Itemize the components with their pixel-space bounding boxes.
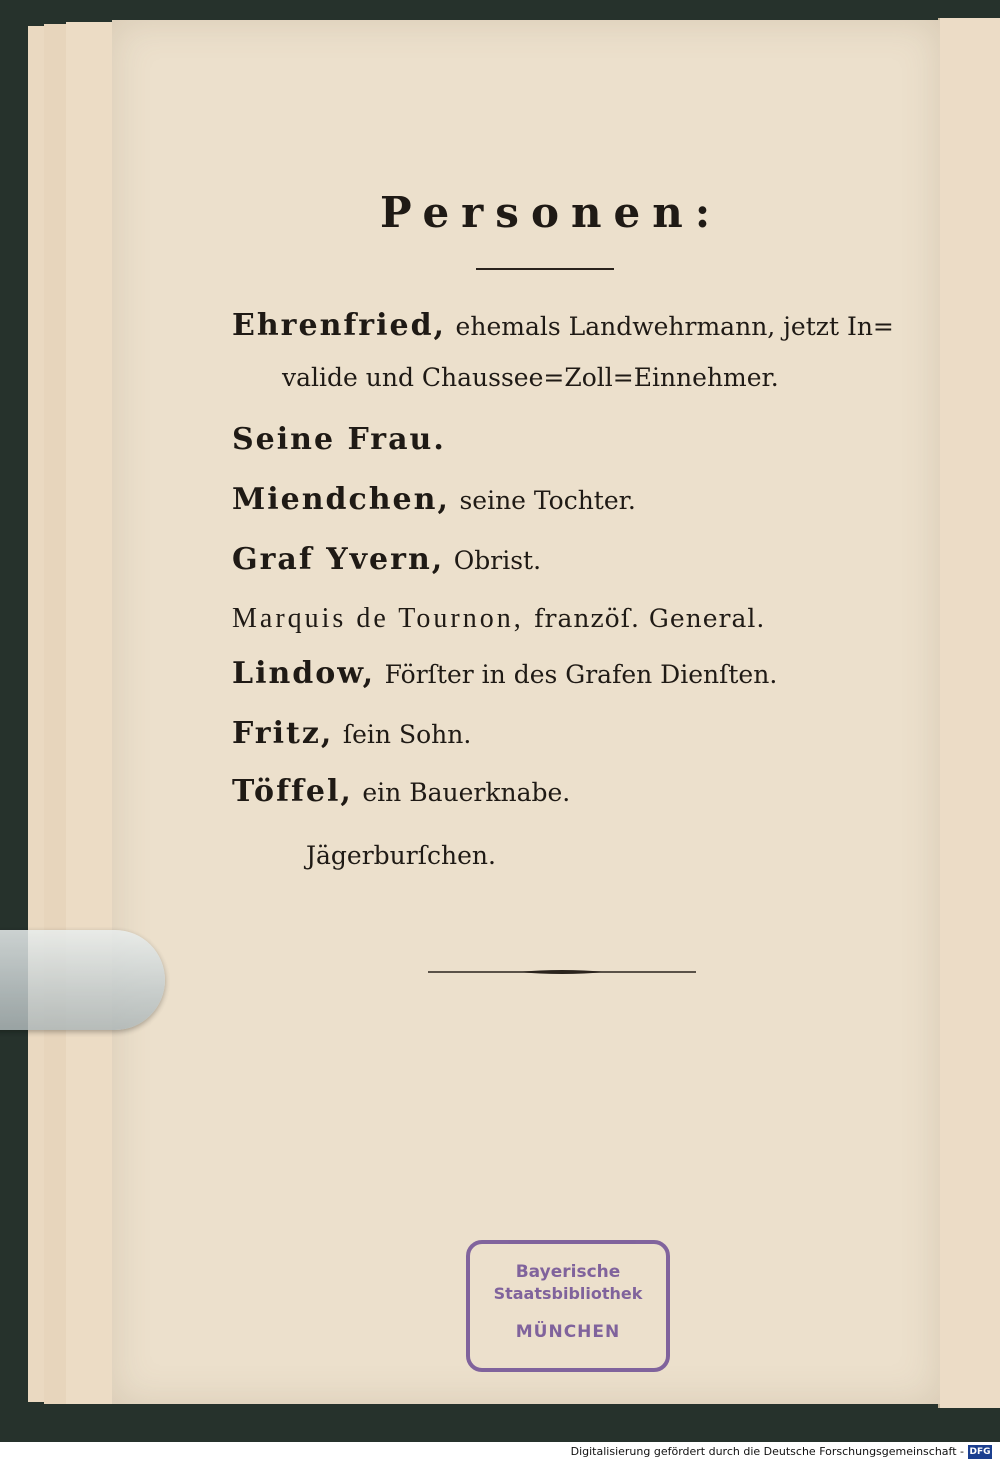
ornamental-rule [428,968,696,976]
stamp-line: MÜNCHEN [515,1322,621,1342]
cast-entry [232,774,570,811]
stamp-line: Bayerische [515,1262,621,1282]
cast-name: Miendchen, [232,482,450,517]
stamp-line: Staatsbibliothek [493,1284,643,1303]
cast-entry [232,656,777,693]
footer-credit: Digitalisierung gefördert durch die Deutsche Forschungsgemeinschaft - [570,1445,964,1458]
cast-name: Seine Frau. [232,422,446,457]
cast-entry [232,422,446,458]
cast-name: Ehrenfried, [232,308,446,343]
cast-description: Förſter in des Grafen Dienſten. [384,660,778,689]
cast-entry [232,542,541,579]
cast-name: Lindow, [232,656,376,691]
cast-name: Marquis de Tournon, [232,603,524,634]
cast-name: Töffel, [232,774,353,809]
facing-page-edge [938,18,1000,1408]
cast-entry [232,600,765,637]
library-stamp [466,1240,670,1372]
cast-entry-continuation: valide und Chaussee=Zoll=Einnehmer. [282,363,779,392]
cast-description: seine Tochter. [459,486,636,515]
cast-extra: Jägerburſchen. [306,841,496,870]
cast-name: Fritz, [232,716,334,751]
cast-entry [232,482,636,519]
heading-rule [476,268,614,270]
cast-description: franzöſ. General. [534,604,766,633]
cast-entry [232,716,471,753]
footer-bar [0,1442,1000,1462]
dfg-logo: DFG [969,1447,991,1457]
cast-name: Graf Yvern, [232,542,445,577]
cast-description: ſein Sohn. [342,720,472,749]
page-heading: Personen: [380,188,723,237]
cast-description: ein Bauerknabe. [362,778,571,807]
cast-entry [232,308,894,345]
cast-description: Obrist. [453,546,542,575]
glass-page-holder [0,930,165,1030]
cast-description: ehemals Landwehrmann, jetzt In= [455,312,894,341]
